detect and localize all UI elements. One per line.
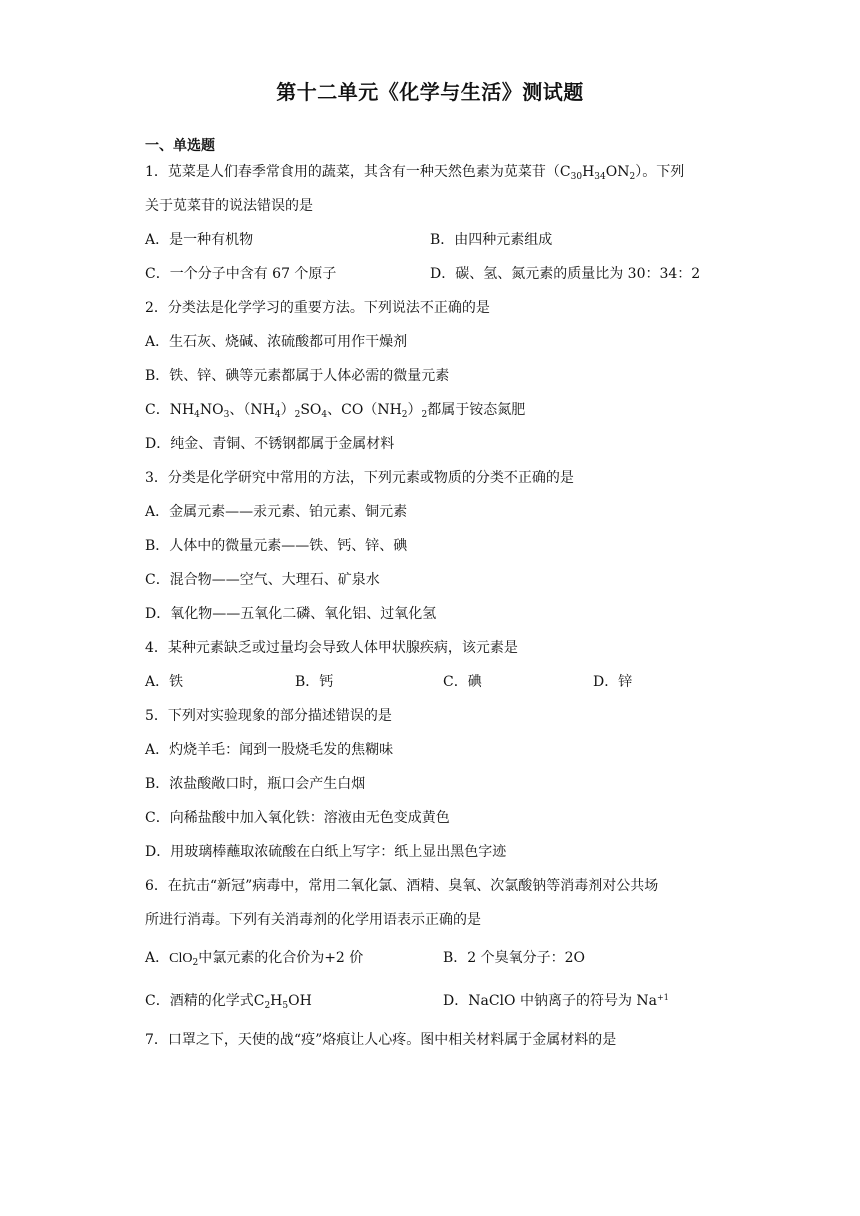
q1-stem-text: ）。下列 [635, 164, 685, 180]
question-2-stem: 2．分类法是化学学习的重要方法。下列说法不正确的是 [145, 300, 490, 316]
q6-option-b: B．2 个臭氧分子：2O [443, 950, 586, 966]
q2c-sub: 4 [321, 410, 328, 420]
q6c-formula: OH [288, 993, 312, 1009]
q1-stem-text: 1．苋菜是人们春季常食用的蔬菜，其含有一种天然色素为苋菜苷（C [145, 164, 571, 180]
q2c-sub: 3 [223, 410, 230, 420]
q1-option-d: D．碳、氢、氮元素的质量比为 30：34：2 [430, 266, 701, 282]
q2-option-d: D．纯金、青铜、不锈钢都属于金属材料 [145, 436, 395, 452]
question-4-stem: 4．某种元素缺乏或过量均会导致人体甲状腺疾病，该元素是 [145, 640, 518, 656]
q2c-text: 都属于铵态氮肥 [427, 402, 526, 418]
q1-sub: 34 [594, 172, 606, 182]
q5-option-b: B．浓盐酸敞口时，瓶口会产生白烟 [145, 776, 366, 792]
q1-formula: ON [605, 164, 630, 180]
q3-option-d: D．氧化物——五氧化二磷、氧化铝、过氧化氢 [145, 606, 437, 622]
q6c-sub: 2 [264, 1001, 271, 1011]
question-6-stem: 6．在抗击“新冠”病毒中，常用二氧化氯、酒精、臭氧、次氯酸钠等消毒剂对公共场 [145, 878, 659, 894]
q2-option-a: A．生石灰、烧碱、浓硫酸都可用作干燥剂 [145, 334, 408, 350]
q1-option-b: B．由四种元素组成 [430, 232, 553, 248]
question-6-stem-2: 所进行消毒。下列有关消毒剂的化学用语表示正确的是 [145, 912, 481, 928]
q6a-sub: 2 [192, 958, 199, 968]
question-7-stem: 7．口罩之下，天使的战“疫”烙痕让人心疼。图中相关材料属于金属材料的是 [145, 1032, 617, 1048]
question-3-stem: 3．分类是化学研究中常用的方法，下列元素或物质的分类不正确的是 [145, 470, 574, 486]
q6-option-c [145, 991, 312, 1011]
q3-option-c: C．混合物——空气、大理石、矿泉水 [145, 572, 380, 588]
q4-option-b: B．钙 [295, 674, 334, 690]
q6-option-a [145, 948, 363, 969]
q6c-formula: H [270, 993, 283, 1009]
q1-formula: H [582, 164, 595, 180]
q6d-text: D．NaClO 中钠离子的符号为 Na [443, 993, 657, 1009]
q5-option-d: D．用玻璃棒蘸取浓硫酸在白纸上写字：纸上显出黑色字迹 [145, 844, 507, 860]
q1-sub: 2 [629, 172, 636, 182]
q2c-text: ） [407, 402, 422, 418]
q4-option-c: C．碘 [443, 674, 482, 690]
section-heading: 一、单选题 [145, 138, 215, 154]
q2c-text: NO [199, 402, 224, 418]
q2c-text: 、（NH [229, 402, 275, 418]
question-1-stem [145, 162, 684, 182]
page-title: 第十二单元《化学与生活》测试题 [276, 80, 584, 104]
q3-option-a: A．金属元素——汞元素、铂元素、铜元素 [145, 504, 408, 520]
q4-option-a: A．铁 [145, 674, 184, 690]
q2c-sub: 2 [421, 410, 428, 420]
q6-option-d [443, 991, 669, 1011]
q5-option-c: C．向稀盐酸中加入氧化铁：溶液由无色变成黄色 [145, 810, 450, 826]
q3-option-b: B．人体中的微量元素——铁、钙、锌、碘 [145, 538, 408, 554]
q1-option-c: C．一个分子中含有 67 个原子 [145, 266, 337, 282]
q1-sub: 30 [570, 172, 583, 182]
q6d-sup: +1 [657, 993, 669, 1002]
q5-option-a: A．灼烧羊毛：闻到一股烧毛发的焦糊味 [145, 742, 394, 758]
q2c-sub: 2 [294, 410, 301, 420]
q6c-formula: C [253, 993, 265, 1009]
q2c-text: SO [300, 402, 322, 418]
q2c-text: 、CO（NH [327, 402, 402, 418]
q2-option-c [145, 400, 525, 420]
q6c-text: C．酒精的化学式 [145, 993, 254, 1009]
q2-option-b: B．铁、锌、碘等元素都属于人体必需的微量元素 [145, 368, 450, 384]
q4-option-d: D．锌 [593, 674, 633, 690]
q6a-formula: ClO [169, 951, 193, 966]
question-1-stem-2: 关于苋菜苷的说法错误的是 [145, 198, 313, 214]
q2c-text: ） [280, 402, 295, 418]
question-5-stem: 5．下列对实验现象的部分描述错误的是 [145, 708, 392, 724]
q6a-text: A． [145, 950, 170, 966]
q1-option-a: A．是一种有机物 [145, 232, 254, 248]
q6c-sub: 5 [282, 1001, 289, 1011]
q2c-sub: 4 [194, 410, 200, 420]
q2c-text: C．NH [145, 402, 195, 418]
q2c-sub: 4 [274, 410, 281, 420]
q2c-sub: 2 [401, 410, 408, 420]
q6a-text: 中氯元素的化合价为+2 价 [198, 950, 364, 966]
